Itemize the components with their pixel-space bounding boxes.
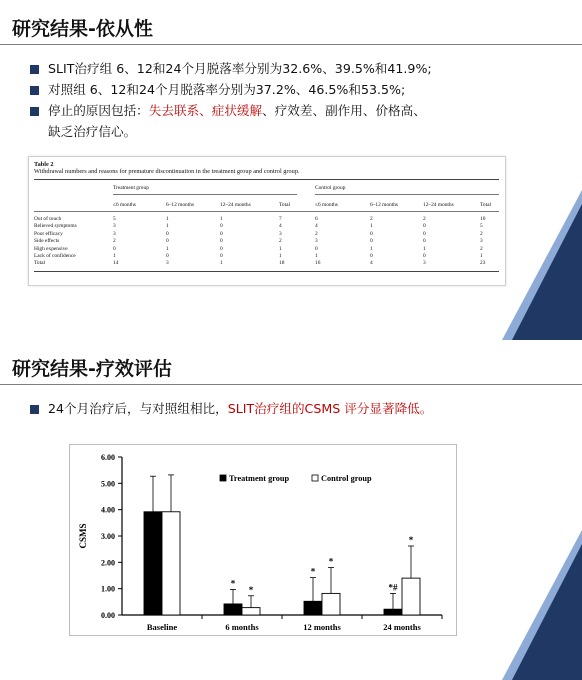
bullet-text: 24个月治疗后，与对照组相比， (48, 401, 228, 416)
bar (304, 601, 322, 615)
table-column-header: Total (480, 202, 491, 208)
table-cell: 0 (220, 253, 223, 259)
csms-bar-chart (70, 445, 456, 635)
table-rule (34, 179, 499, 180)
x-tick-label: 24 months (383, 622, 421, 632)
table-rule (34, 271, 499, 272)
significance-label: * (230, 578, 236, 589)
bullet-item (26, 79, 432, 100)
table-cell: 1 (113, 253, 116, 259)
bullet-item (26, 398, 432, 419)
table-cell: 2 (480, 245, 483, 252)
table-group-header: Control group (315, 185, 346, 191)
square-bullet-icon (30, 65, 39, 74)
table-rule (34, 211, 499, 212)
table-cell: 2 (315, 230, 318, 237)
bar (224, 604, 242, 615)
bar (402, 578, 420, 615)
table-label: Table 2 (34, 161, 54, 168)
table-cell: 0 (166, 253, 169, 259)
table-rule (113, 194, 297, 195)
legend-label: Treatment group (229, 474, 290, 483)
withdrawal-table (28, 156, 506, 286)
y-axis-label: CSMS (78, 523, 88, 549)
table-column-header: ≤6 months (315, 202, 338, 208)
table-cell: 1 (220, 260, 223, 267)
table-cell: 16 (315, 260, 321, 267)
table-column-header: ≤6 months (113, 202, 136, 208)
table-cell: 0 (423, 230, 426, 237)
table-cell: 0 (220, 223, 223, 230)
table-cell: 0 (370, 238, 373, 245)
table-cell: 0 (423, 223, 426, 230)
table-cell: 1 (166, 216, 169, 222)
table-row-label: Lack of confidence (34, 253, 76, 259)
table-column-header: 6–12 months (370, 202, 399, 208)
table-cell: 5 (113, 216, 116, 222)
slide-title: 研究结果-依从性 (12, 18, 153, 40)
table-cell: 7 (279, 216, 282, 222)
table-cell: 3 (423, 260, 426, 267)
table-rule (315, 194, 499, 195)
table-cell: 0 (220, 238, 223, 245)
table-column-header: 6–12 months (166, 202, 195, 208)
table-cell: 0 (113, 245, 116, 252)
y-tick-label: 4.00 (101, 505, 115, 515)
slide-title: 研究结果-疗效评估 (12, 358, 172, 380)
table-group-header: Treatment group (113, 185, 149, 191)
table-row-label: Relieved symptoms (34, 223, 77, 230)
bullet-text: 、疗效差、副作用、价格高、 (262, 103, 426, 118)
table-cell: 6 (315, 216, 318, 222)
bullet-list (26, 58, 432, 142)
table-cell: 1 (480, 253, 483, 259)
bar (144, 512, 162, 615)
table-cell: 0 (423, 238, 426, 245)
bullet-text: SLIT治疗组 6、12和24个月脱落率分别为32.6%、39.5%和41.9%; (48, 61, 432, 76)
bar (384, 609, 402, 615)
table-cell: 3 (166, 260, 169, 267)
bar (322, 593, 340, 615)
table-column-header: 12–24 months (423, 202, 454, 208)
y-tick-label: 6.00 (101, 453, 115, 462)
table-row-label: Side effects (34, 238, 60, 245)
table-cell: 2 (113, 238, 116, 245)
csms-chart (69, 444, 457, 636)
table-cell: 2 (423, 216, 426, 222)
legend-swatch (312, 475, 318, 481)
bar (162, 512, 180, 615)
table-cell: 1 (370, 245, 373, 252)
table-cell: 0 (370, 253, 373, 259)
table-cell: 5 (480, 223, 483, 230)
table-cell: 3 (113, 230, 116, 237)
table-row-label: Poor efficacy (34, 230, 63, 237)
table-cell: 1 (423, 245, 426, 252)
table-row-label: Out of touch (34, 216, 62, 222)
table-cell: 0 (423, 253, 426, 259)
table-row-label: High expensive (34, 245, 68, 252)
table-column-header: Total (279, 202, 290, 208)
table-cell: 3 (480, 238, 483, 245)
table-cell: 10 (480, 216, 486, 222)
table-cell: 3 (315, 238, 318, 245)
table-cell: 18 (279, 260, 285, 267)
table-cell: 0 (166, 238, 169, 245)
table-cell: 2 (279, 238, 282, 245)
significance-label: * (328, 556, 334, 567)
x-tick-label: Baseline (146, 622, 178, 632)
table-cell: 1 (315, 253, 318, 259)
table-cell: 4 (315, 223, 318, 230)
table-cell: 1 (220, 216, 223, 222)
legend-swatch (220, 475, 226, 481)
y-tick-label: 3.00 (101, 532, 115, 541)
table-cell: 0 (315, 245, 318, 252)
table-cell: 1 (279, 253, 282, 259)
decorative-stripe-icon (502, 190, 582, 340)
bullet-text: 对照组 6、12和24个月脱落率分别为37.2%、46.5%和53.5%; (48, 82, 406, 97)
significance-label: * (310, 566, 316, 577)
table-cell: 0 (166, 230, 169, 237)
table-cell: 3 (113, 223, 116, 230)
significance-label: *# (388, 582, 398, 593)
table-caption (34, 161, 300, 175)
table-cell: 1 (166, 245, 169, 252)
table-cell: 4 (370, 260, 373, 267)
decorative-stripe-icon (502, 530, 582, 680)
x-tick-label: 12 months (303, 622, 341, 632)
square-bullet-icon (30, 86, 39, 95)
y-tick-label: 0.00 (101, 611, 115, 620)
table-caption-text: Withdrawal numbers and reasons for premature discontinuation in the treatment group and control group. (34, 168, 300, 175)
significance-label: * (408, 535, 414, 546)
y-tick-label: 2.00 (101, 558, 115, 568)
y-tick-label: 5.00 (101, 479, 115, 489)
bullet-list (26, 398, 432, 419)
slide-efficacy (0, 340, 582, 680)
title-divider (0, 384, 582, 385)
table-cell: 3 (279, 230, 282, 237)
x-tick-label: 6 months (225, 622, 259, 632)
bullet-text: 缺乏治疗信心。 (48, 124, 137, 139)
square-bullet-icon (30, 107, 39, 116)
legend-label: Control group (321, 474, 372, 483)
table-cell: 0 (220, 245, 223, 252)
table-cell: 1 (370, 223, 373, 230)
table-cell: 2 (370, 216, 373, 222)
bar (242, 608, 260, 615)
y-tick-label: 1.00 (101, 584, 115, 594)
bullet-text: 停止的原因包括： (48, 103, 149, 118)
bullet-highlight: 失去联系、症状缓解 (148, 103, 263, 118)
table-cell: 14 (113, 260, 119, 267)
table-cell: 1 (279, 245, 282, 252)
table-cell: 23 (480, 260, 486, 267)
bullet-highlight: SLIT治疗组的CSMS 评分显著降低。 (227, 401, 433, 416)
table-cell: 0 (220, 230, 223, 237)
table-row-label: Total (34, 260, 45, 267)
table-cell: 2 (480, 230, 483, 237)
title-divider (0, 44, 582, 45)
table-cell: 1 (166, 223, 169, 230)
bullet-item (26, 58, 432, 79)
square-bullet-icon (30, 405, 39, 414)
table-cell: 4 (279, 223, 282, 230)
table-cell: 0 (370, 230, 373, 237)
table-column-header: 12–24 months (220, 202, 251, 208)
significance-label: * (248, 584, 254, 595)
bullet-item (26, 100, 432, 142)
